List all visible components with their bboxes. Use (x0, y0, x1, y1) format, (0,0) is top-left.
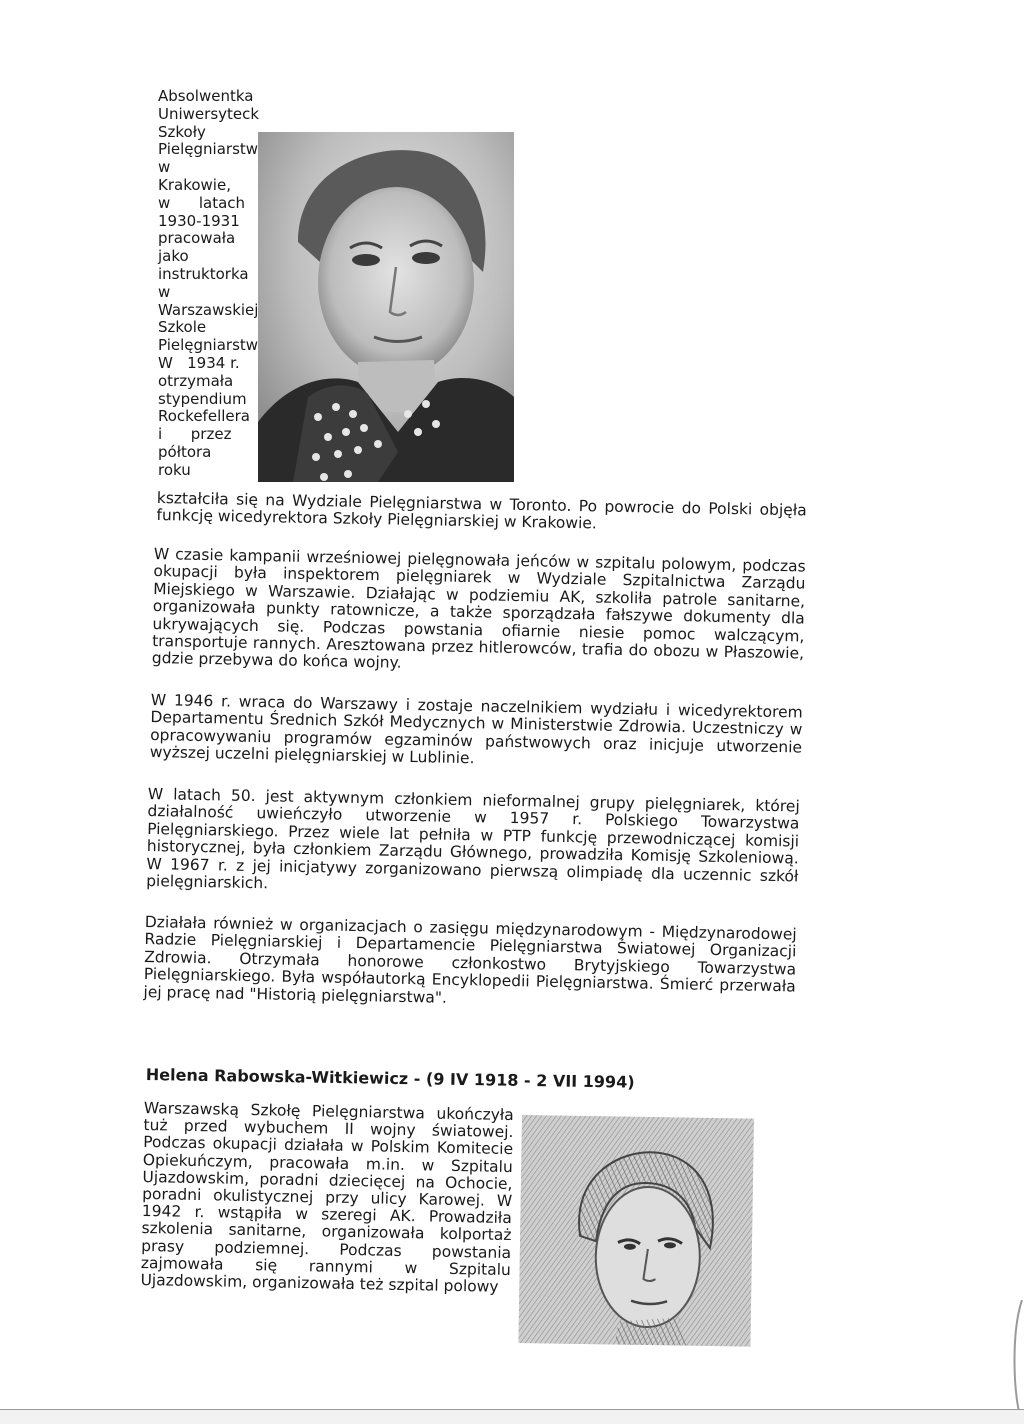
caption-line: instruktorka (158, 264, 249, 283)
caption-line: w (158, 282, 171, 301)
portrait-photo (258, 132, 514, 482)
caption-line: i przez (158, 425, 232, 444)
caption-line: jako (158, 247, 189, 266)
bio2-paragraph-1: Warszawską Szkołę Pielęgniarstwa ukończyła tuż przed wybuchem II wojny światowej. Podczas okupacji działała w Polskim Komitecie Opiekuńczym, pracowała m.in. w Szpitalu Ujazdowskim, poradni dziecięcej na Ochocie, poradni okulistycznej przy ulicy Karowej. W 1942 r. wstąpiła w szeregi AK. Prowadziła szkolenia sanitarne, organizowała kolportaż prasy podziemnej. Podczas powstania zajmowała się rannymi w Szpitalu Ujazdowskim, organizowała też szpital polowy (140, 1099, 514, 1296)
caption-line: Pielęgniarstw (158, 140, 259, 159)
caption-line: półtora (158, 442, 212, 461)
caption-line: Pielęgniarstw (158, 336, 259, 355)
scan-bottom-edge (0, 1409, 1024, 1424)
bio1-paragraph-4: W latach 50. jest aktywnym członkiem nieformalnej grupy pielęgniarek, której działalność uwieńczyło utworzenie w 1957 r. Polskiego Towarzystwa Pielęgniarskiego. Przez wiele lat pełniła w PTP funkcję przewodniczącej komisji historycznej, była członkiem Zarządu Głównego, prowadziła Komisję Szkoleniową. W 1967 r. z jej inicjatywy zorganizowano pierwszą olimpiadę dla uczennic szkół pielęgniarskich. (146, 785, 800, 893)
page-edge-shadow (1010, 1300, 1024, 1424)
caption-line: roku (158, 460, 191, 479)
caption-line: Rockefellera (158, 407, 250, 426)
bio1-paragraph-2: W czasie kampanii wrześniowej pielęgnowała jeńców w szpitalu polowym, podczas okupacji była inspektorem pielęgniarek w Wydziale Szpitalnictwa Zarządu Miejskiego w Warszawie. Działając w podziemiu AK, szkoliła patrole sanitarne, organizowała punkty ratownicze, a także sporządzała fałszywe dokumenty dla ukrywających się. Podczas powstania ofiarnie niesie pomoc walczącym, transportuje rannych. Aresztowana przez hitlerowców, trafia do obozu w Płaszowie, gdzie przebywa do końca wojny. (151, 545, 806, 673)
caption-line: Absolwentka (158, 87, 254, 105)
caption-line: Uniwersyteck (158, 104, 260, 123)
caption-line: otrzymała (158, 371, 234, 390)
portrait-image (258, 132, 514, 482)
bio1-paragraph-3: W 1946 r. wraca do Warszawy i zostaje naczelnikiem wydziału i wicedyrektorem Departamentu Średnich Szkół Medycznych w Ministerstwie Zdrowia. Uczestniczy w opracowywaniu programów egzaminów państwowych oraz inicjuje utworzenie wyższej uczelni pielęgniarskiej w Lublinie. (149, 691, 803, 768)
caption-line: Warszawskiej (158, 300, 259, 319)
bio1-paragraph-1: kształciła się na Wydziale Pielęgniarstwa w Toronto. Po powrocie do Polski objęła funkcję wicedyrektora Szkoły Pielęgniarskiej w Krakowie. (156, 489, 807, 533)
caption-line: W 1934 r. (158, 353, 240, 372)
caption-line: Szkoły (158, 122, 206, 141)
caption-line: w latach (158, 193, 246, 212)
caption-line: Szkole (158, 318, 207, 337)
bio2-heading: Helena Rabowska-Witkiewicz - (9 IV 1918 - 2 VII 1994) (145, 1065, 635, 1092)
caption-line: stypendium (158, 389, 247, 408)
caption-line: 1930-1931 (158, 211, 240, 230)
sketch-portrait (518, 1115, 754, 1347)
bio1-paragraph-5: Działała również w organizacjach o zasięgu międzynarodowym - Międzynarodowej Radzie Pielęgniarskiej i Departamencie Pielęgniarstwa Światowej Organizacji Zdrowia. Otrzymała honorowe członkostwo Brytyjskiego Towarzystwa Pielęgniarskiego. Była współautorką Encyklopedii Pielęgniarstwa. Śmierć przerwała jej pracę nad "Historią pielęgniarstwa". (143, 913, 797, 1007)
caption-line: Krakowie, (158, 175, 231, 194)
caption-line: pracowała (158, 229, 236, 248)
caption-line: w (158, 158, 171, 177)
sketch-image (518, 1115, 754, 1347)
